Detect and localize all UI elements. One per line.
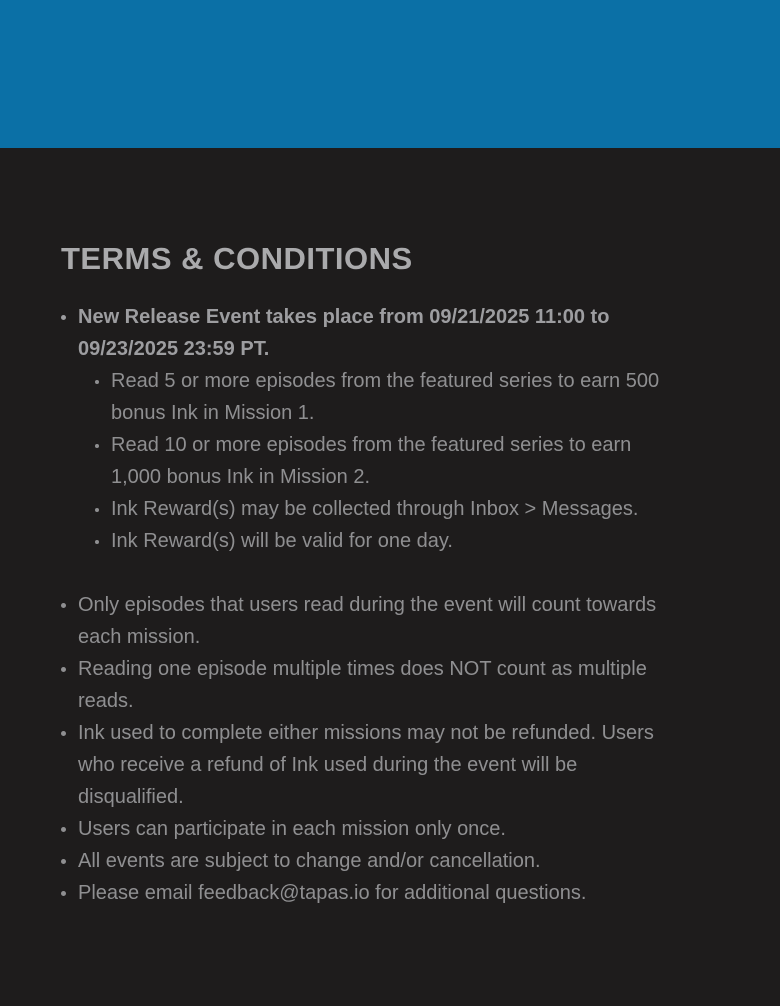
event-dates-text: New Release Event takes place from 09/21/2025 11:00 to 09/23/2025 23:59 PT. bbox=[78, 306, 610, 361]
ink-reward-collection-text: Ink Reward(s) may be collected through Inbox > Messages. bbox=[111, 498, 639, 521]
list-item bbox=[95, 365, 740, 429]
bullet-marker-icon bbox=[61, 315, 66, 320]
list-item bbox=[61, 653, 740, 717]
episodes-count-text: Only episodes that users read during the event will count towards each mission. bbox=[78, 594, 657, 649]
bullet-marker-icon bbox=[61, 603, 66, 608]
bullet-marker-icon bbox=[61, 731, 66, 736]
list-item bbox=[95, 493, 740, 525]
bullet-marker-icon bbox=[61, 859, 66, 864]
list-item bbox=[61, 877, 740, 909]
list-item bbox=[61, 813, 740, 845]
bullet-marker-icon bbox=[61, 667, 66, 672]
cancellation-text: All events are subject to change and/or cancellation. bbox=[78, 850, 541, 873]
bullet-marker-icon bbox=[95, 540, 99, 544]
bullet-marker-icon bbox=[95, 508, 99, 512]
list-item bbox=[61, 845, 740, 877]
bullet-marker-icon bbox=[95, 380, 99, 384]
event-terms-list bbox=[61, 301, 740, 557]
sub-list-wrapper bbox=[61, 365, 740, 557]
general-terms-list bbox=[61, 589, 740, 909]
mission-1-text: Read 5 or more episodes from the featured series to earn 500 bonus Ink in Mission 1. bbox=[111, 370, 660, 425]
refund-policy-text: Ink used to complete either missions may not be refunded. Users who receive a refund of Ink used during the event will be disqualified. bbox=[78, 722, 654, 809]
ink-reward-validity-text: Ink Reward(s) will be valid for one day. bbox=[111, 530, 453, 553]
multiple-reads-text: Reading one episode multiple times does NOT count as multiple reads. bbox=[78, 658, 647, 713]
contact-suffix: for additional questions. bbox=[369, 882, 587, 905]
list-item bbox=[61, 717, 740, 813]
page-title: TERMS & CONDITIONS bbox=[61, 241, 413, 276]
list-item bbox=[95, 525, 740, 557]
bullet-marker-icon bbox=[61, 891, 66, 896]
top-banner bbox=[0, 0, 780, 148]
mission-sub-list bbox=[95, 365, 740, 557]
email-link[interactable]: feedback@tapas.io bbox=[198, 882, 370, 905]
contact-prefix: Please email bbox=[78, 882, 199, 905]
participation-limit-text: Users can participate in each mission only once. bbox=[78, 818, 506, 841]
list-item bbox=[95, 429, 740, 493]
mission-2-text: Read 10 or more episodes from the featured series to earn 1,000 bonus Ink in Mission 2. bbox=[111, 434, 632, 489]
contact-text bbox=[78, 877, 586, 909]
list-item bbox=[61, 301, 740, 365]
bullet-marker-icon bbox=[95, 444, 99, 448]
bullet-marker-icon bbox=[61, 827, 66, 832]
terms-section bbox=[0, 148, 780, 909]
list-item bbox=[61, 589, 740, 653]
